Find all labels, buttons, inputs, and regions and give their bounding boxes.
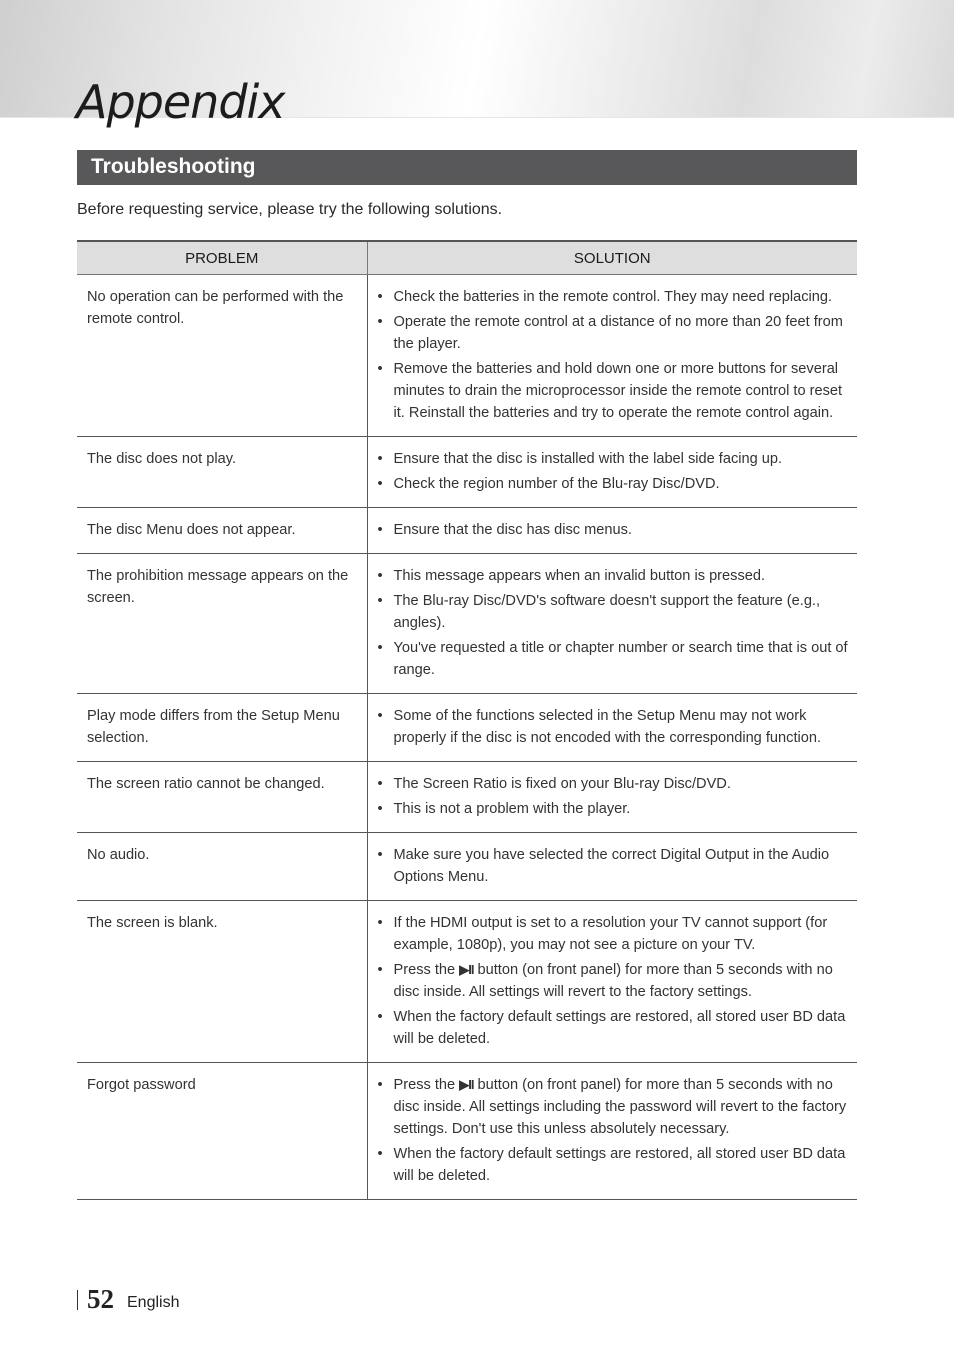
bullet-icon: •	[377, 476, 383, 492]
solution-item	[378, 590, 854, 634]
table-body	[77, 275, 857, 1200]
solution-cell	[367, 508, 857, 554]
table-row	[77, 694, 857, 762]
problem-cell: Forgot password	[77, 1063, 367, 1200]
bullet-icon: •	[377, 1009, 383, 1025]
solution-text: Remove the batteries and hold down one or more buttons for several minutes to drain the microprocessor inside the remote control to reset it. Reinstall the batteries and try to operate the remote control again.	[393, 361, 843, 421]
solution-list	[378, 565, 854, 681]
page-number: 52	[87, 1284, 114, 1314]
solution-list	[378, 448, 854, 495]
solution-text: Press the	[393, 1077, 460, 1093]
solution-text: Operate the remote control at a distance of no more than 20 feet from the player.	[393, 314, 843, 352]
solution-item	[378, 1074, 854, 1140]
table-row	[77, 508, 857, 554]
solution-item	[378, 773, 854, 795]
solution-item	[378, 844, 854, 888]
solution-text: button (on front panel) for more than 5 seconds with no disc inside. All settings will revert to the factory settings.	[393, 962, 833, 1000]
solution-text: This message appears when an invalid button is pressed.	[393, 568, 766, 584]
solution-item	[378, 637, 854, 681]
solution-cell	[367, 1063, 857, 1200]
solution-item	[378, 311, 854, 355]
bullet-icon: •	[377, 451, 383, 467]
solution-text: button (on front panel) for more than 5 seconds with no disc inside. All settings including the password will revert to the factory settings. Don't use this unless absolutely necessary.	[393, 1077, 847, 1137]
bullet-icon: •	[377, 640, 383, 656]
solution-list	[378, 844, 854, 888]
troubleshooting-table	[77, 240, 857, 1200]
solution-item	[378, 565, 854, 587]
table-row	[77, 1063, 857, 1200]
column-header-solution: SOLUTION	[367, 241, 857, 275]
bullet-icon: •	[377, 1077, 383, 1093]
table-row	[77, 833, 857, 901]
bullet-icon: •	[377, 289, 383, 305]
solution-text: Make sure you have selected the correct Digital Output in the Audio Options Menu.	[393, 847, 830, 885]
bullet-icon: •	[377, 522, 383, 538]
solution-list	[378, 519, 854, 541]
solution-text: The Screen Ratio is fixed on your Blu-ray Disc/DVD.	[393, 776, 731, 792]
solution-text: If the HDMI output is set to a resolution your TV cannot support (for example, 1080p), you may not see a picture on your TV.	[393, 915, 828, 953]
play-pause-icon: ▶II	[459, 962, 474, 977]
solution-cell	[367, 437, 857, 508]
bullet-icon: •	[377, 847, 383, 863]
table-row	[77, 437, 857, 508]
solution-item	[378, 448, 854, 470]
section-header	[77, 150, 857, 185]
solution-item	[378, 286, 854, 308]
solution-text: The Blu-ray Disc/DVD's software doesn't support the feature (e.g., angles).	[393, 593, 821, 631]
bullet-icon: •	[377, 708, 383, 724]
solution-list	[378, 705, 854, 749]
problem-cell: No audio.	[77, 833, 367, 901]
problem-cell: The disc does not play.	[77, 437, 367, 508]
bullet-icon: •	[377, 915, 383, 931]
bullet-icon: •	[377, 1146, 383, 1162]
footer-language: English	[127, 1294, 180, 1311]
solution-item	[378, 1143, 854, 1187]
solution-cell	[367, 275, 857, 437]
bullet-icon: •	[377, 962, 383, 978]
solution-text: You've requested a title or chapter number or search time that is out of range.	[393, 640, 848, 678]
bullet-icon: •	[377, 593, 383, 609]
solution-text: When the factory default settings are restored, all stored user BD data will be deleted.	[393, 1009, 846, 1047]
bullet-icon: •	[377, 314, 383, 330]
column-header-problem: PROBLEM	[77, 241, 367, 275]
solution-list	[378, 286, 854, 424]
solution-text: This is not a problem with the player.	[393, 801, 631, 817]
table-row	[77, 554, 857, 694]
solution-list	[378, 1074, 854, 1187]
solution-item	[378, 519, 854, 541]
solution-item	[378, 798, 854, 820]
solution-text: Some of the functions selected in the Setup Menu may not work properly if the disc is not encoded with the corresponding function.	[393, 708, 822, 746]
table-row	[77, 901, 857, 1063]
problem-cell: The screen is blank.	[77, 901, 367, 1063]
page-title: Appendix	[76, 75, 285, 129]
solution-cell	[367, 833, 857, 901]
solution-text: Check the region number of the Blu-ray Disc/DVD.	[393, 476, 720, 492]
table-row	[77, 762, 857, 833]
solution-text: When the factory default settings are restored, all stored user BD data will be deleted.	[393, 1146, 846, 1184]
bullet-icon: •	[377, 801, 383, 817]
problem-cell: No operation can be performed with the remote control.	[77, 275, 367, 437]
solution-item	[378, 959, 854, 1003]
solution-text: Ensure that the disc has disc menus.	[393, 522, 632, 538]
play-pause-icon: ▶II	[459, 1077, 474, 1092]
problem-cell: Play mode differs from the Setup Menu selection.	[77, 694, 367, 762]
solution-text: Press the	[393, 962, 460, 978]
intro-text: Before requesting service, please try the following solutions.	[77, 201, 503, 218]
solution-text: Check the batteries in the remote control. They may need replacing.	[393, 289, 833, 305]
solution-cell	[367, 554, 857, 694]
table-header-row	[77, 241, 857, 275]
solution-item	[378, 1006, 854, 1050]
problem-cell: The disc Menu does not appear.	[77, 508, 367, 554]
footer-divider	[77, 1290, 78, 1310]
bullet-icon: •	[377, 568, 383, 584]
problem-cell: The screen ratio cannot be changed.	[77, 762, 367, 833]
bullet-icon: •	[377, 361, 383, 377]
solution-item	[378, 473, 854, 495]
solution-cell	[367, 762, 857, 833]
section-title: Troubleshooting	[91, 155, 256, 178]
solution-text: Ensure that the disc is installed with the label side facing up.	[393, 451, 783, 467]
solution-list	[378, 773, 854, 820]
bullet-icon: •	[377, 776, 383, 792]
solution-item	[378, 358, 854, 424]
table-row	[77, 275, 857, 437]
solution-cell	[367, 694, 857, 762]
problem-cell: The prohibition message appears on the screen.	[77, 554, 367, 694]
solution-item	[378, 912, 854, 956]
solution-list	[378, 912, 854, 1050]
solution-cell	[367, 901, 857, 1063]
solution-item	[378, 705, 854, 749]
